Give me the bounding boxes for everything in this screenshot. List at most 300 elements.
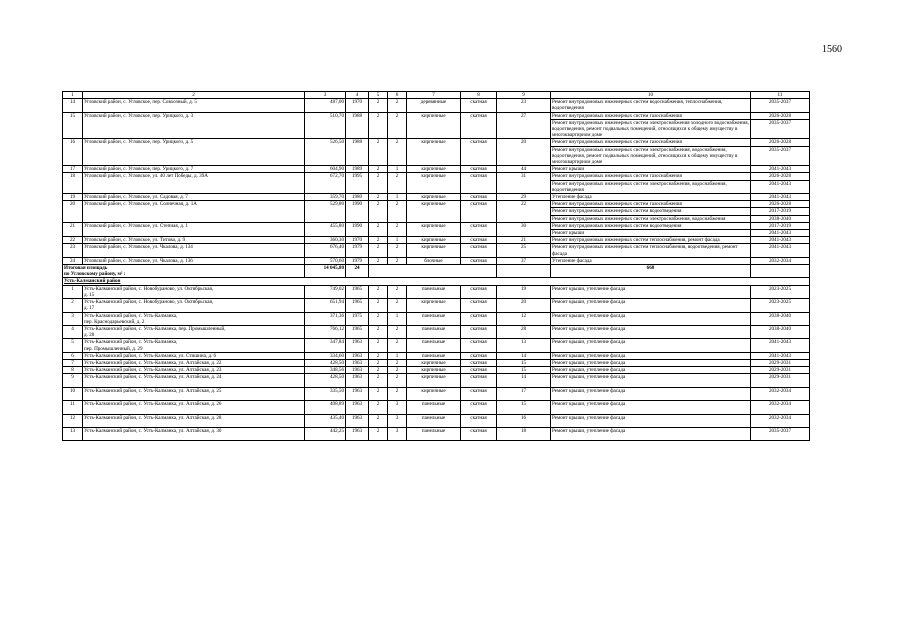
year-cell: 1963	[346, 339, 369, 352]
address-cell	[83, 387, 305, 400]
work-type-cell: Ремонт крыши, утепление фасада	[551, 387, 751, 400]
period-cell: 2035-2037	[751, 146, 810, 166]
table-row	[63, 414, 810, 427]
work-type-cell: Ремонт внутридомовых инженерных систем водоотведения	[551, 222, 751, 229]
area-cell: 749,02	[305, 285, 346, 298]
address-cell	[83, 414, 305, 427]
count-cell: 14	[497, 374, 551, 387]
area-cell: 510,70	[305, 112, 346, 139]
entrances-cell: 2	[388, 257, 407, 264]
floors-cell: 2	[369, 201, 388, 223]
count-cell: 16	[497, 414, 551, 427]
area-cell: 435,40	[305, 414, 346, 427]
table-row	[63, 359, 810, 366]
total-row	[63, 265, 810, 278]
roof-type-cell: скатная	[461, 374, 497, 387]
floors-cell: 2	[369, 99, 388, 112]
floors-cell: 2	[369, 312, 388, 325]
work-type-cell: Ремонт крыши, утепление фасада	[551, 312, 751, 325]
year-cell: 1963	[346, 427, 369, 440]
year-cell: 1970	[346, 237, 369, 244]
period-cell: 2017-2019	[751, 222, 810, 229]
year-cell: 1980	[346, 194, 369, 201]
count-cell: 13	[497, 339, 551, 352]
entrances-cell: 2	[388, 112, 407, 139]
entrances-cell: 2	[388, 325, 407, 338]
row-number: 24	[63, 257, 83, 264]
table-cell	[751, 265, 810, 278]
year-cell: 1989	[346, 166, 369, 173]
roof-type-cell: скатная	[461, 387, 497, 400]
period-cell: 2041-2043	[751, 230, 810, 237]
table-row	[63, 427, 810, 440]
wall-material-cell: панельные	[407, 352, 461, 359]
work-type-cell: Ремонт крыши, утепление фасада	[551, 414, 751, 427]
year-cell: 1963	[346, 367, 369, 374]
address-line: Усть-Калманский район, с. Усть-Калманка, ул. Стишина, д. 6	[84, 352, 217, 359]
work-type-cell: Ремонт крыши, утепление фасада	[551, 325, 751, 338]
column-header: 1	[63, 92, 83, 99]
column-header: 9	[497, 92, 551, 99]
table-row	[63, 222, 810, 229]
address-line: д. 28	[84, 332, 95, 339]
table-row	[63, 339, 810, 352]
total-label-line: Итоговая площадь	[64, 265, 108, 272]
year-cell: 1965	[346, 325, 369, 338]
row-number: 6	[63, 352, 83, 359]
wall-material-cell: панельные	[407, 414, 461, 427]
floors-cell: 2	[369, 387, 388, 400]
row-number: 15	[63, 112, 83, 139]
address-cell	[83, 299, 305, 312]
year-cell: 1988	[346, 139, 369, 166]
row-number: 2	[63, 299, 83, 312]
wall-material-cell: кирпичные	[407, 367, 461, 374]
floors-cell: 2	[369, 244, 388, 257]
row-number: 9	[63, 374, 83, 387]
count-cell: 17	[497, 387, 551, 400]
area-cell: 529,80	[305, 201, 346, 223]
table-row	[63, 285, 810, 298]
floors-cell: 2	[369, 257, 388, 264]
total-people: 668	[551, 265, 751, 278]
address-cell: Угловский район, с. Угловское, ул. Солнечная, д. 1А	[83, 201, 305, 223]
count-cell: 29	[497, 194, 551, 201]
floors-cell: 2	[369, 112, 388, 139]
page-number: 1560	[822, 44, 842, 55]
floors-cell: 2	[369, 299, 388, 312]
year-cell: 1990	[346, 201, 369, 223]
wall-material-cell: кирпичные	[407, 201, 461, 223]
year-cell: 1963	[346, 359, 369, 366]
address-cell: Угловский район, с. Угловское, ул. Степная, д. 1	[83, 222, 305, 236]
count-cell: 15	[497, 401, 551, 414]
wall-material-cell: панельные	[407, 285, 461, 298]
address-cell: Угловский район, с. Угловское, пер. Урицкого, д. 3	[83, 112, 305, 139]
table-row	[63, 166, 810, 173]
column-header: 2	[83, 92, 305, 99]
area-cell: 360,30	[305, 237, 346, 244]
address-line: Усть-Калманский район, с. Усть-Калманка, ул. Алтайская, д. 24	[84, 374, 222, 381]
entrances-cell: 2	[388, 201, 407, 223]
table-row	[63, 173, 810, 180]
count-cell: 20	[497, 139, 551, 166]
wall-material-cell: панельные	[407, 427, 461, 440]
floors-cell: 2	[369, 359, 388, 366]
address-cell	[83, 367, 305, 374]
row-number: 20	[63, 201, 83, 223]
floors-cell: 2	[369, 427, 388, 440]
roof-type-cell: скатная	[461, 427, 497, 440]
work-type-cell: Ремонт внутридомовых инженерных систем водоснабжения, теплоснабжения, водоотведения	[551, 99, 751, 112]
row-number: 1	[63, 285, 83, 298]
entrances-cell: 1	[388, 312, 407, 325]
period-cell: 2032-2034	[751, 257, 810, 264]
address-line: Усть-Калманский район, с. Новобураново, ул. Октябрьская,	[84, 299, 214, 306]
roof-type-cell: скатная	[461, 312, 497, 325]
year-cell: 1965	[346, 299, 369, 312]
period-cell: 2041-2043	[751, 180, 810, 193]
roof-type-cell: скатная	[461, 244, 497, 257]
address-line: Усть-Калманский район, с. Новобураново, ул. Октябрьская,	[84, 285, 214, 292]
roof-type-cell: скатная	[461, 414, 497, 427]
table-row	[63, 257, 810, 264]
address-line	[84, 407, 303, 413]
row-number: 7	[63, 359, 83, 366]
count-cell: 30	[497, 222, 551, 236]
area-cell: 487,00	[305, 99, 346, 112]
address-line: Усть-Калманский район, с. Усть-Калманка, пер. Промышленный,	[84, 325, 226, 332]
wall-material-cell: кирпичные	[407, 244, 461, 257]
roof-type-cell: скатная	[461, 257, 497, 264]
year-cell: 1990	[346, 222, 369, 236]
total-label	[63, 265, 305, 278]
period-cell: 2026-2028	[751, 139, 810, 146]
wall-material-cell: кирпичные	[407, 173, 461, 194]
address-line: Усть-Калманский район, с. Усть-Калманка, ул. Алтайская, д. 22	[84, 359, 222, 366]
roof-type-cell: скатная	[461, 166, 497, 173]
table-header-row	[63, 92, 810, 99]
count-cell: 20	[497, 299, 551, 312]
table-row	[63, 112, 810, 119]
work-type-cell: Утепление фасада	[551, 194, 751, 201]
address-cell	[83, 352, 305, 359]
address-cell	[83, 359, 305, 366]
wall-material-cell: панельные	[407, 325, 461, 338]
work-type-cell: Ремонт крыши	[551, 166, 751, 173]
entrances-cell: 2	[388, 99, 407, 112]
work-type-cell: Ремонт внутридомовых инженерных систем электроснабжения, водоснабжения, водоотведения	[551, 180, 751, 193]
entrances-cell: 3	[388, 401, 407, 414]
wall-material-cell: кирпичные	[407, 374, 461, 387]
floors-cell: 2	[369, 237, 388, 244]
count-cell: 12	[497, 312, 551, 325]
table-row	[63, 194, 810, 201]
work-type-cell: Ремонт крыши, утепление фасада	[551, 299, 751, 312]
address-cell	[83, 374, 305, 387]
period-cell: 2041-2043	[751, 166, 810, 173]
table-row	[63, 201, 810, 208]
count-cell: 19	[497, 285, 551, 298]
count-cell: 22	[497, 201, 551, 223]
area-cell: 334,60	[305, 352, 346, 359]
entrances-cell: 1	[388, 237, 407, 244]
area-cell: 672,70	[305, 173, 346, 194]
work-type-cell: Ремонт крыши	[551, 230, 751, 237]
wall-material-cell: кирпичные	[407, 237, 461, 244]
total-area: 14 045,80	[305, 265, 346, 278]
area-cell: 455,80	[305, 222, 346, 236]
work-type-cell: Ремонт внутридомовых инженерных систем электроснабжения холодного водоснабжения, водоотведения, ремонт подвальных помещений, относящихся к общему имуществу в многоквартирном доме	[552, 119, 749, 139]
count-cell: 37	[497, 257, 551, 264]
roof-type-cell: скатная	[461, 359, 497, 366]
floors-cell: 2	[369, 285, 388, 298]
table-row	[63, 401, 810, 414]
roof-type-cell: скатная	[461, 139, 497, 166]
area-cell: 428,50	[305, 359, 346, 366]
row-number: 8	[63, 367, 83, 374]
row-number: 5	[63, 339, 83, 352]
table-row	[63, 374, 810, 387]
roof-type-cell: скатная	[461, 285, 497, 298]
address-line: пер. Краснодарьевский, д. 2	[84, 318, 145, 325]
address-line: Усть-Калманский район, с. Усть-Калманка, ул. Алтайская, д. 28	[84, 414, 222, 421]
address-line	[84, 434, 303, 440]
work-type-cell: Ремонт крыши, утепление фасада	[551, 367, 751, 374]
wall-material-cell: деревянные	[407, 99, 461, 112]
period-cell: 2032-2034	[751, 401, 810, 414]
table-row	[63, 244, 810, 257]
area-cell: 347,84	[305, 339, 346, 352]
entrances-cell: 2	[388, 359, 407, 366]
period-cell: 2035-2037	[751, 427, 810, 440]
work-type-cell: Ремонт крыши, утепление фасада	[551, 401, 751, 414]
year-cell: 1963	[346, 374, 369, 387]
count-cell: 18	[497, 427, 551, 440]
roof-type-cell: скатная	[461, 352, 497, 359]
work-type-cell: Ремонт крыши, утепление фасада	[551, 352, 751, 359]
table-cell	[369, 265, 497, 278]
address-cell: Угловский район, с. Угловское, пер. Урицкого, д. 5	[83, 139, 305, 166]
period-cell: 2038-2040	[751, 215, 810, 222]
address-cell: Угловский район, с. Угловское, ул. Титова, д. 9	[83, 237, 305, 244]
row-number: 4	[63, 325, 83, 338]
period-cell: 2023-2025	[751, 299, 810, 312]
row-number: 16	[63, 139, 83, 166]
address-cell	[83, 427, 305, 440]
entrances-cell: 2	[388, 222, 407, 236]
entrances-cell: 2	[388, 299, 407, 312]
wall-material-cell: кирпичные	[407, 387, 461, 400]
floors-cell: 2	[369, 194, 388, 201]
address-cell: Угловский район, с. Угловское, ул. 40 лет Победы, д. 39А	[83, 173, 305, 194]
row-number: 22	[63, 237, 83, 244]
roof-type-cell: скатная	[461, 173, 497, 194]
row-number: 12	[63, 414, 83, 427]
floors-cell: 2	[369, 414, 388, 427]
roof-type-cell: скатная	[461, 194, 497, 201]
floors-cell: 2	[369, 173, 388, 194]
table-row	[63, 139, 810, 146]
wall-material-cell: кирпичные	[407, 222, 461, 236]
wall-material-cell: панельные	[407, 312, 461, 325]
entrances-cell: 2	[388, 387, 407, 400]
period-cell: 2026-2028	[751, 112, 810, 119]
table-row	[63, 99, 810, 112]
address-cell	[83, 401, 305, 414]
roof-type-cell: скатная	[461, 222, 497, 236]
column-header: 10	[551, 92, 751, 99]
count-cell: 14	[497, 352, 551, 359]
roof-type-cell: скатная	[461, 201, 497, 223]
column-header: 4	[346, 92, 369, 99]
address-cell: Угловский район, с. Угловское, пер. Урицкого, д. 7	[83, 166, 305, 173]
address-line: Усть-Калманский район, с. Усть-Калманка,	[84, 339, 178, 346]
area-cell: 428,50	[305, 374, 346, 387]
period-cell: 2023-2025	[751, 285, 810, 298]
entrances-cell: 3	[388, 414, 407, 427]
table-row	[63, 299, 810, 312]
roof-type-cell: скатная	[461, 99, 497, 112]
housing-register-table	[62, 91, 810, 441]
address-cell	[83, 312, 305, 325]
area-cell: 359,70	[305, 194, 346, 201]
address-line: Усть-Калманский район, с. Усть-Калманка, ул. Алтайская, д. 30	[84, 427, 222, 434]
column-header: 6	[388, 92, 407, 99]
table-body	[63, 92, 810, 441]
period-cell: 2032-2034	[751, 414, 810, 427]
count-cell: 28	[497, 325, 551, 338]
work-type-cell: Ремонт внутридомовых инженерных систем электроснабжения, водоснабжения, водоотведения, ремонт подвальных помещений, относящихся к общему имуществу в многоквартирном доме	[551, 146, 751, 166]
work-type-cell: Ремонт внутридомовых инженерных систем теплоснабжения, водоотведения, ремонт фасада	[551, 244, 751, 257]
address-cell: Угловский район, с. Угловское, ул. Чкалова, д. 136	[83, 257, 305, 264]
work-type-cell: Ремонт крыши, утепление фасада	[551, 427, 751, 440]
table-row	[63, 237, 810, 244]
area-cell: 676,40	[305, 244, 346, 257]
work-type-cell: Ремонт внутридомовых инженерных систем газоснабжения	[551, 139, 751, 146]
area-cell: 604,90	[305, 166, 346, 173]
entrances-cell: 2	[388, 285, 407, 298]
year-cell: 1965	[346, 285, 369, 298]
count-cell: 15	[497, 367, 551, 374]
table-row	[63, 352, 810, 359]
column-header: 3	[305, 92, 346, 99]
address-cell	[83, 325, 305, 338]
column-header: 7	[407, 92, 461, 99]
work-type-cell: Ремонт внутридомовых инженерных систем водоотведения	[551, 208, 751, 215]
period-cell: 2035-2037	[751, 99, 810, 112]
entrances-cell: 2	[388, 374, 407, 387]
address-line: д. 15	[84, 291, 95, 298]
row-number: 3	[63, 312, 83, 325]
section-title: Усть-Калманский район	[63, 278, 810, 285]
wall-material-cell: кирпичные	[407, 299, 461, 312]
entrances-cell: 2	[388, 244, 407, 257]
year-cell: 1970	[346, 99, 369, 112]
work-type-cell: Утепление фасада	[551, 257, 751, 264]
entrances-cell: 2	[388, 339, 407, 352]
count-cell: 23	[497, 99, 551, 112]
address-cell	[83, 339, 305, 352]
address-line	[84, 421, 303, 427]
work-type-cell: Ремонт внутридомовых инженерных систем электроснабжения, водоснабжения	[551, 215, 751, 222]
count-cell: 31	[497, 173, 551, 194]
year-cell: 1963	[346, 401, 369, 414]
period-cell: 2026-2028	[751, 201, 810, 208]
roof-type-cell: скатная	[461, 325, 497, 338]
address-line: Усть-Калманский район, с. Усть-Калманка, ул. Алтайская, д. 25	[84, 387, 222, 394]
work-type-cell: Ремонт внутридомовых инженерных систем газоснабжения	[551, 201, 751, 208]
year-cell: 1963	[346, 387, 369, 400]
count-cell: 21	[497, 237, 551, 244]
work-type-cell: Ремонт внутридомовых инженерных систем газоснабжения	[551, 173, 751, 180]
wall-material-cell: кирпичные	[407, 112, 461, 139]
wall-material-cell: кирпичные	[407, 359, 461, 366]
roof-type-cell: скатная	[461, 299, 497, 312]
floors-cell: 2	[369, 166, 388, 173]
year-cell: 1963	[346, 352, 369, 359]
floors-cell: 2	[369, 352, 388, 359]
year-cell: 1988	[346, 112, 369, 139]
section-row	[63, 278, 810, 285]
floors-cell: 2	[369, 374, 388, 387]
area-cell: 408,89	[305, 401, 346, 414]
count-cell: 25	[497, 244, 551, 257]
address-line: Усть-Калманский район, с. Усть-Калманка,	[84, 312, 178, 319]
column-header: 8	[461, 92, 497, 99]
area-cell: 371,36	[305, 312, 346, 325]
work-type-cell: Ремонт крыши, утепление фасада	[551, 359, 751, 366]
area-cell: 526,50	[305, 139, 346, 166]
year-cell: 1963	[346, 414, 369, 427]
row-number: 18	[63, 173, 83, 194]
row-number: 11	[63, 401, 83, 414]
year-cell: 1975	[346, 312, 369, 325]
address-line	[84, 394, 303, 400]
period-cell: 2029-2031	[751, 367, 810, 374]
period-cell: 2038-2040	[751, 325, 810, 338]
work-type-cell: Ремонт крыши, утепление фасада	[551, 285, 751, 298]
floors-cell: 2	[369, 367, 388, 374]
year-cell: 1979	[346, 257, 369, 264]
entrances-cell: 1	[388, 352, 407, 359]
entrances-cell: 2	[388, 367, 407, 374]
total-count: 24	[346, 265, 369, 278]
period-cell: 2041-2043	[751, 237, 810, 244]
roof-type-cell: скатная	[461, 339, 497, 352]
period-cell: 2041-2043	[751, 194, 810, 201]
work-type-cell: Ремонт крыши, утепление фасада	[551, 374, 751, 387]
address-line	[84, 381, 303, 387]
address-cell: Угловский район, с. Угловское, ул. Чкалова, д. 134	[83, 244, 305, 257]
roof-type-cell: скатная	[461, 401, 497, 414]
year-cell: 1979	[346, 244, 369, 257]
wall-material-cell: кирпичные	[407, 194, 461, 201]
area-cell: 570,60	[305, 257, 346, 264]
row-number: 23	[63, 244, 83, 257]
address-line: д. 17	[84, 305, 95, 312]
work-type-cell: Ремонт крыши, утепление фасада	[551, 339, 751, 352]
year-cell: 1995	[346, 173, 369, 194]
floors-cell: 2	[369, 139, 388, 166]
table-row	[63, 325, 810, 338]
work-type-cell: Ремонт внутридомовых инженерных систем газоснабжения	[551, 112, 751, 119]
area-cell: 651,94	[305, 299, 346, 312]
table-row	[63, 387, 810, 400]
floors-cell: 2	[369, 339, 388, 352]
wall-material-cell: кирпичные	[407, 166, 461, 173]
entrances-cell: 1	[388, 166, 407, 173]
